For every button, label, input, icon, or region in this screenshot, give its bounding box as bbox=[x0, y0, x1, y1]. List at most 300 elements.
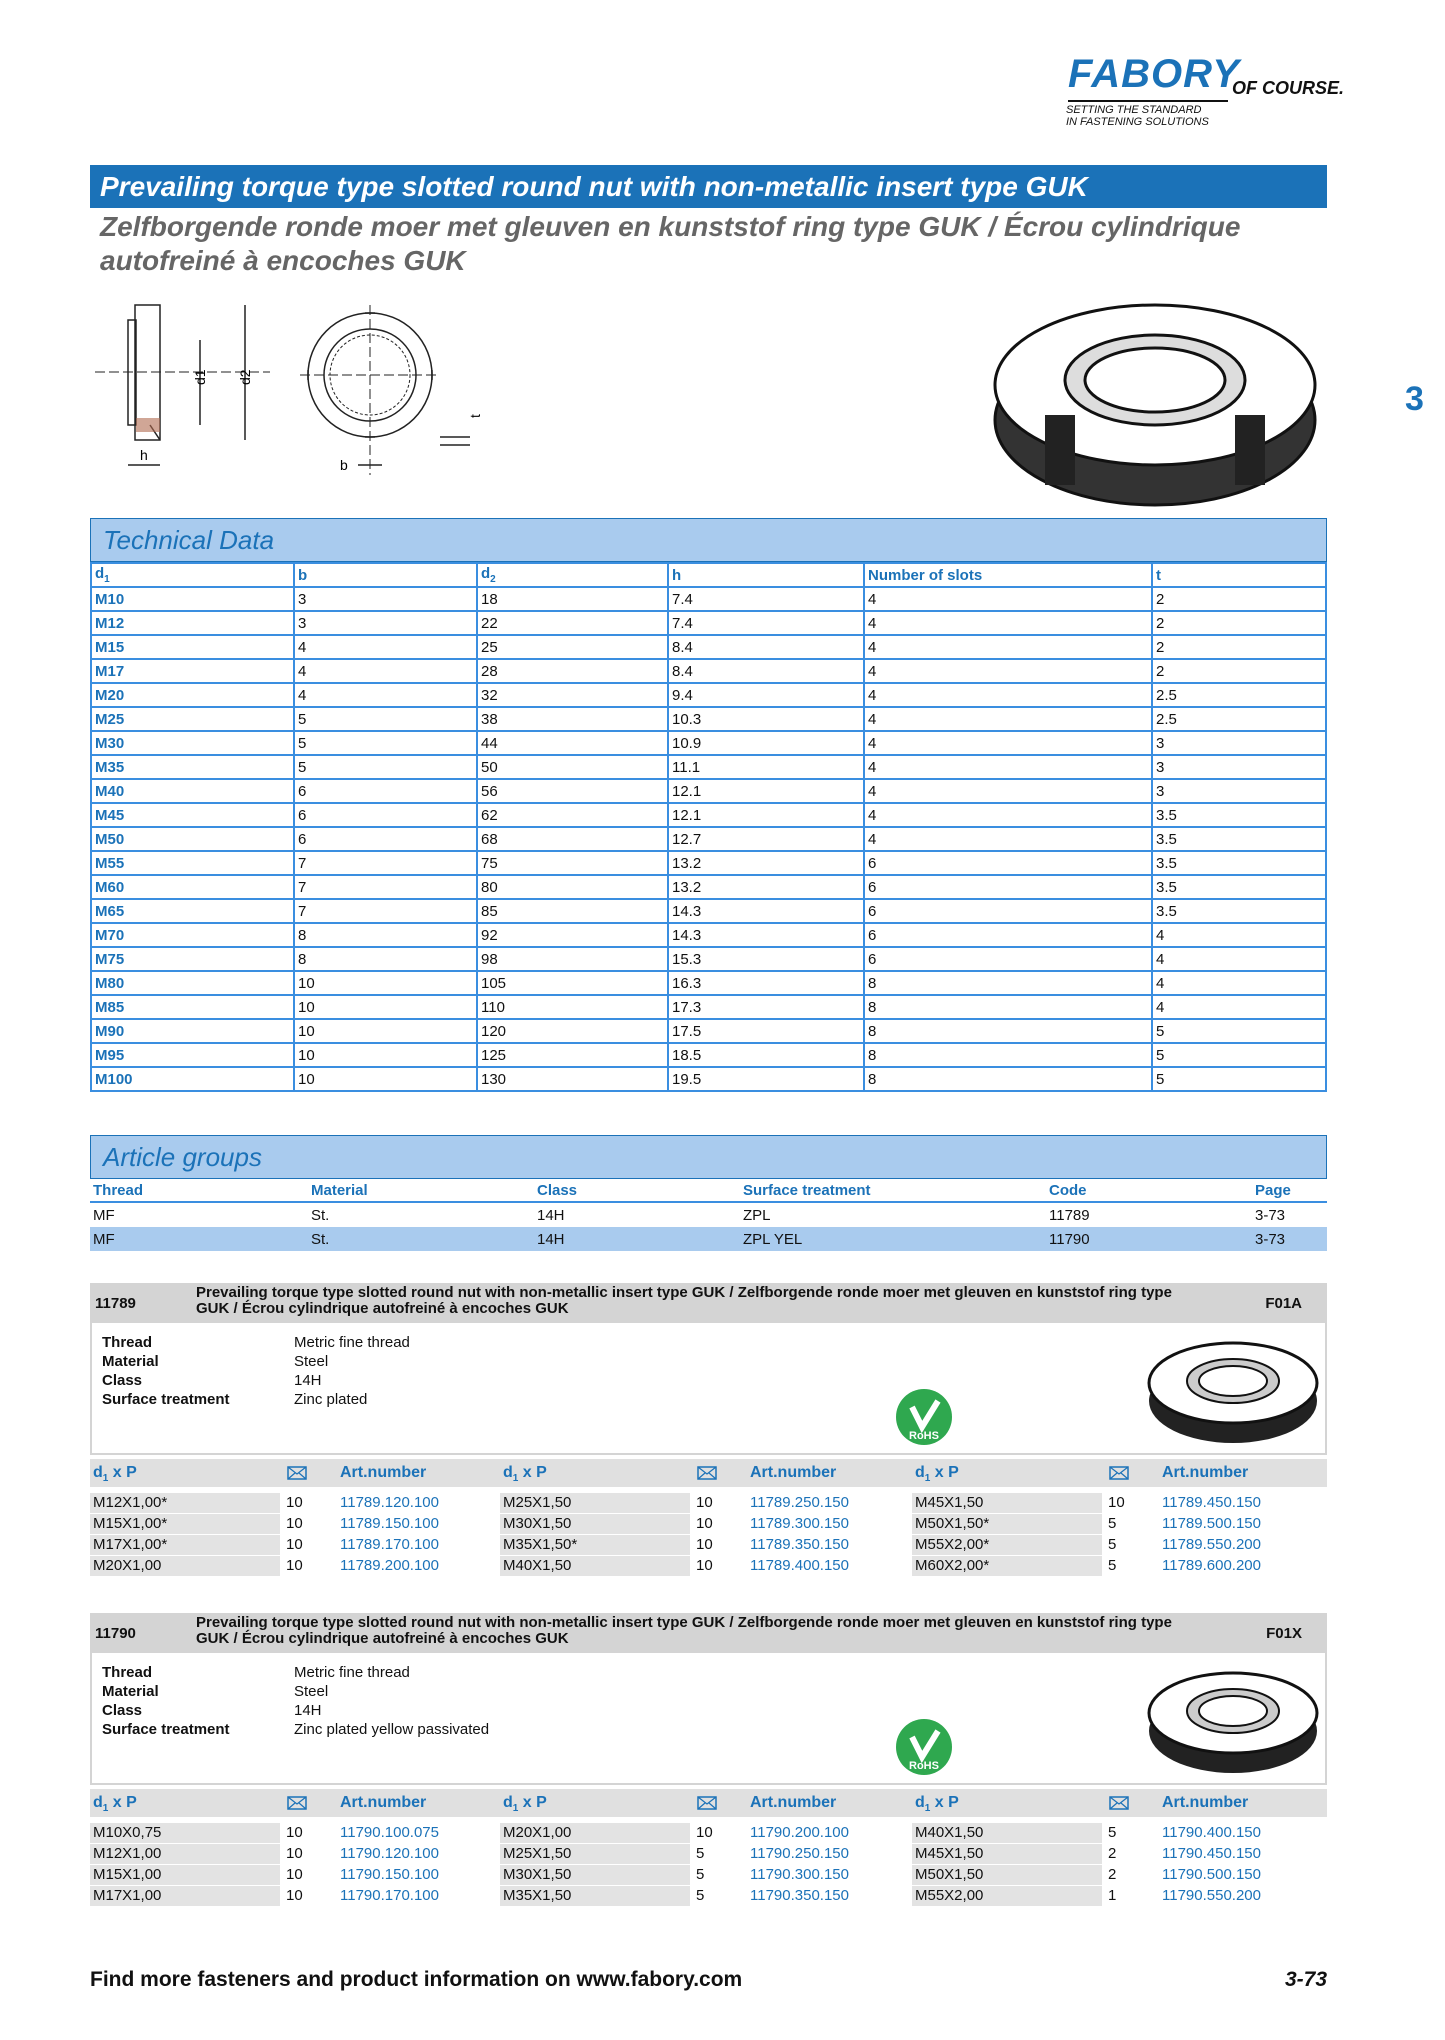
table-cell: 4 bbox=[1152, 947, 1326, 971]
table-cell: 8 bbox=[864, 1043, 1152, 1067]
table-cell: 38 bbox=[477, 707, 668, 731]
table-cell: 22 bbox=[477, 611, 668, 635]
table-cell: 3 bbox=[294, 611, 477, 635]
col-surface: Surface treatment bbox=[740, 1180, 1046, 1202]
article-number-link[interactable]: 11790.170.100 bbox=[340, 1887, 439, 1904]
property-value: Metric fine thread bbox=[294, 1664, 410, 1681]
brand-name: FABORY bbox=[1068, 52, 1240, 96]
property-label: Surface treatment bbox=[102, 1391, 230, 1408]
table-cell: M12 bbox=[91, 611, 294, 635]
table-cell: 4 bbox=[294, 659, 477, 683]
technical-data-title: Technical Data bbox=[103, 525, 275, 555]
table-cell: 75 bbox=[477, 851, 668, 875]
package-quantity: 10 bbox=[286, 1824, 303, 1841]
article-number-link[interactable]: 11789.500.150 bbox=[1162, 1515, 1261, 1532]
rohs-badge-icon bbox=[894, 1387, 954, 1447]
article-number-link[interactable]: 11789.400.150 bbox=[750, 1557, 849, 1574]
col-b: b bbox=[294, 563, 477, 587]
product-grid-header bbox=[90, 1459, 1327, 1487]
table-cell: 12.1 bbox=[668, 779, 864, 803]
table-cell: 28 bbox=[477, 659, 668, 683]
page-title: Prevailing torque type slotted round nut with non-metallic insert type GUK bbox=[100, 171, 1088, 202]
brand-tagline bbox=[1066, 104, 1209, 128]
article-number-link[interactable]: 11790.250.150 bbox=[750, 1845, 849, 1862]
tagline-line-2: IN FASTENING SOLUTIONS bbox=[1066, 116, 1209, 128]
tagline-line-1: SETTING THE STANDARD bbox=[1066, 104, 1202, 116]
table-cell: 10 bbox=[294, 971, 477, 995]
article-number-link[interactable]: 11789.250.150 bbox=[750, 1494, 849, 1511]
article-number-link[interactable]: 11789.120.100 bbox=[340, 1494, 439, 1511]
package-quantity: 10 bbox=[286, 1845, 303, 1862]
nut-thumbnail-image bbox=[1144, 1331, 1322, 1449]
table-cell: 4 bbox=[864, 683, 1152, 707]
table-cell: 6 bbox=[864, 947, 1152, 971]
h-label: h bbox=[140, 447, 148, 463]
table-cell: 4 bbox=[864, 779, 1152, 803]
thread-size: M20X1,00 bbox=[500, 1823, 690, 1843]
d1-label: d1 bbox=[192, 369, 208, 385]
table-row bbox=[91, 611, 1326, 635]
article-code: 11790 bbox=[95, 1625, 136, 1642]
table-cell: 44 bbox=[477, 731, 668, 755]
product-row bbox=[912, 1556, 1312, 1576]
product-row bbox=[500, 1493, 900, 1513]
table-cell: M60 bbox=[91, 875, 294, 899]
property-label: Class bbox=[102, 1702, 143, 1719]
table-cell: 15.3 bbox=[668, 947, 864, 971]
table-row bbox=[91, 1019, 1326, 1043]
article-header bbox=[90, 1283, 1327, 1321]
col-material: Material bbox=[308, 1180, 534, 1202]
table-cell: 5 bbox=[1152, 1067, 1326, 1091]
table-cell: St. bbox=[311, 1206, 330, 1224]
table-cell: 120 bbox=[477, 1019, 668, 1043]
table-cell: 3 bbox=[294, 587, 477, 611]
table-cell: 7.4 bbox=[668, 587, 864, 611]
table-cell: M20 bbox=[91, 683, 294, 707]
table-row bbox=[91, 827, 1326, 851]
table-cell: 4 bbox=[864, 755, 1152, 779]
table-cell: 5 bbox=[294, 707, 477, 731]
table-cell: 8 bbox=[864, 995, 1152, 1019]
thread-size: M35X1,50 bbox=[500, 1886, 690, 1906]
t-label: t bbox=[467, 414, 483, 418]
table-cell: 6 bbox=[294, 827, 477, 851]
table-cell: 13.2 bbox=[668, 875, 864, 899]
package-quantity-icon bbox=[287, 1466, 307, 1480]
table-cell: 2 bbox=[1152, 635, 1326, 659]
table-cell: 4 bbox=[864, 587, 1152, 611]
thread-column-header: $d_1$ x P bbox=[503, 1794, 547, 1815]
package-quantity: 5 bbox=[1108, 1515, 1117, 1532]
table-cell: 3.5 bbox=[1152, 899, 1326, 923]
art-number-column-header: Art.number bbox=[1162, 1794, 1249, 1811]
table-row bbox=[90, 1202, 1327, 1227]
thread-column-header: $d_1$ x P bbox=[93, 1794, 137, 1815]
article-description: Prevailing torque type slotted round nut with non-metallic insert type GUK / Zelfborgende ronde moer met gleuven en kunststof ring type GUK / Écrou cylindrique autofreiné à encoches GUK bbox=[196, 1614, 1172, 1647]
table-row bbox=[91, 707, 1326, 731]
table-cell: 2 bbox=[1152, 659, 1326, 683]
product-row bbox=[500, 1823, 900, 1843]
table-cell: 4 bbox=[864, 827, 1152, 851]
property-value: Zinc plated bbox=[294, 1391, 368, 1408]
table-cell: 14H bbox=[537, 1206, 565, 1224]
table-cell: M35 bbox=[91, 755, 294, 779]
table-cell: 7 bbox=[294, 875, 477, 899]
side-view-drawing bbox=[90, 300, 280, 500]
table-row bbox=[91, 803, 1326, 827]
thread-size: M15X1,00* bbox=[90, 1514, 280, 1534]
logo-underline bbox=[1068, 100, 1228, 102]
table-cell: 11.1 bbox=[668, 755, 864, 779]
table-cell: M45 bbox=[91, 803, 294, 827]
table-cell: 14.3 bbox=[668, 899, 864, 923]
product-row bbox=[90, 1556, 490, 1576]
product-row bbox=[90, 1514, 490, 1534]
table-cell: 85 bbox=[477, 899, 668, 923]
table-row bbox=[91, 779, 1326, 803]
table-row bbox=[91, 635, 1326, 659]
nut-thumbnail-image bbox=[1144, 1661, 1322, 1779]
article-number-link[interactable]: 11789.450.150 bbox=[1162, 1494, 1261, 1511]
product-row bbox=[500, 1886, 900, 1906]
table-cell: 4 bbox=[1152, 923, 1326, 947]
article-details bbox=[90, 1321, 1327, 1455]
thread-size: M50X1,50* bbox=[912, 1514, 1102, 1534]
table-cell: M95 bbox=[91, 1043, 294, 1067]
package-quantity: 5 bbox=[696, 1866, 705, 1883]
article-number-link[interactable]: 11790.400.150 bbox=[1162, 1824, 1261, 1841]
d2-label: d2 bbox=[237, 369, 253, 385]
chapter-number: 3 bbox=[1405, 380, 1424, 418]
product-row bbox=[912, 1823, 1312, 1843]
table-row bbox=[91, 995, 1326, 1019]
table-row bbox=[91, 851, 1326, 875]
table-cell: 2 bbox=[1152, 587, 1326, 611]
package-quantity-icon bbox=[1109, 1466, 1129, 1480]
page-subtitle: Zelfborgende ronde moer met gleuven en kunststof ring type GUK / Écrou cylindrique autofreiné à encoches GUK bbox=[100, 211, 1241, 276]
technical-data-header-row bbox=[91, 563, 1326, 587]
table-cell: 3 bbox=[1152, 731, 1326, 755]
art-number-column-header: Art.number bbox=[340, 1794, 427, 1811]
product-row bbox=[912, 1493, 1312, 1513]
brand-logo bbox=[1060, 52, 1360, 142]
product-row bbox=[912, 1844, 1312, 1864]
thread-size: M17X1,00* bbox=[90, 1535, 280, 1555]
table-row bbox=[91, 1067, 1326, 1091]
article-number-link[interactable]: 11790.550.200 bbox=[1162, 1887, 1261, 1904]
article-number-link[interactable]: 11789.200.100 bbox=[340, 1557, 439, 1574]
table-cell: 8.4 bbox=[668, 635, 864, 659]
table-cell: 10.3 bbox=[668, 707, 864, 731]
table-cell: 8 bbox=[294, 923, 477, 947]
table-cell: 98 bbox=[477, 947, 668, 971]
table-cell: ZPL bbox=[743, 1206, 771, 1224]
table-cell: M17 bbox=[91, 659, 294, 683]
technical-data-table bbox=[90, 562, 1327, 1092]
front-view-drawing bbox=[300, 300, 500, 500]
article-code: 11789 bbox=[95, 1295, 136, 1312]
table-cell: 10 bbox=[294, 1043, 477, 1067]
table-cell: 3.5 bbox=[1152, 875, 1326, 899]
table-cell: St. bbox=[308, 1227, 534, 1251]
col-slots: Number of slots bbox=[864, 563, 1152, 587]
article-number-link[interactable]: 11790.450.150 bbox=[1162, 1845, 1261, 1862]
brand-suffix: OF COURSE. bbox=[1232, 78, 1345, 98]
col-h: h bbox=[668, 563, 864, 587]
package-quantity: 10 bbox=[696, 1536, 713, 1553]
col-page: Page bbox=[1252, 1180, 1327, 1202]
package-quantity: 2 bbox=[1108, 1845, 1117, 1862]
table-cell: 11790 bbox=[1046, 1227, 1252, 1251]
table-cell: 8 bbox=[864, 1019, 1152, 1043]
table-cell: 4 bbox=[294, 635, 477, 659]
thread-size: M17X1,00 bbox=[90, 1886, 280, 1906]
thread-size: M12X1,00 bbox=[90, 1844, 280, 1864]
product-row bbox=[90, 1535, 490, 1555]
table-cell: 2 bbox=[1152, 611, 1326, 635]
table-cell: 6 bbox=[864, 899, 1152, 923]
table-cell: 8.4 bbox=[668, 659, 864, 683]
article-number-link[interactable]: 11789.350.150 bbox=[750, 1536, 849, 1553]
table-cell: M40 bbox=[91, 779, 294, 803]
product-row bbox=[912, 1865, 1312, 1885]
article-number-link[interactable]: 11789.550.200 bbox=[1162, 1536, 1261, 1553]
thread-size: M40X1,50 bbox=[500, 1556, 690, 1576]
article-details bbox=[90, 1651, 1327, 1785]
article-groups-title: Article groups bbox=[103, 1142, 262, 1172]
table-cell: M85 bbox=[91, 995, 294, 1019]
table-cell: 4 bbox=[864, 707, 1152, 731]
table-cell: 8 bbox=[864, 1067, 1152, 1091]
property-value: 14H bbox=[294, 1702, 322, 1719]
table-row bbox=[91, 683, 1326, 707]
table-cell: 4 bbox=[864, 803, 1152, 827]
table-row bbox=[91, 923, 1326, 947]
article-number-link[interactable]: 11789.600.200 bbox=[1162, 1557, 1261, 1574]
technical-data-header bbox=[90, 518, 1327, 562]
product-grid-header bbox=[90, 1789, 1327, 1817]
package-quantity: 10 bbox=[286, 1494, 303, 1511]
table-cell: 5 bbox=[1152, 1043, 1326, 1067]
col-thread: Thread bbox=[90, 1180, 308, 1202]
thread-column-header: $d_1$ x P bbox=[915, 1794, 959, 1815]
table-cell: 14H bbox=[534, 1227, 740, 1251]
package-quantity: 1 bbox=[1108, 1887, 1117, 1904]
thread-size: M30X1,50 bbox=[500, 1865, 690, 1885]
article-number-link[interactable]: 11790.100.075 bbox=[340, 1824, 439, 1841]
table-cell: 13.2 bbox=[668, 851, 864, 875]
table-cell: M100 bbox=[91, 1067, 294, 1091]
property-label: Material bbox=[102, 1353, 159, 1370]
thread-size: M55X2,00 bbox=[912, 1886, 1102, 1906]
thread-size: M12X1,00* bbox=[90, 1493, 280, 1513]
product-row bbox=[912, 1535, 1312, 1555]
table-cell: MF bbox=[93, 1206, 115, 1224]
property-label: Class bbox=[102, 1372, 143, 1389]
thread-column-header: $d_1$ x P bbox=[93, 1464, 137, 1485]
title-bar bbox=[90, 165, 1327, 208]
product-row bbox=[90, 1493, 490, 1513]
article-number-link[interactable]: 11789.300.150 bbox=[750, 1515, 849, 1532]
table-cell: 125 bbox=[477, 1043, 668, 1067]
package-quantity: 10 bbox=[1108, 1494, 1125, 1511]
rohs-label: RoHS bbox=[909, 1760, 939, 1772]
table-cell: 6 bbox=[294, 803, 477, 827]
table-cell: 3 bbox=[1152, 755, 1326, 779]
product-row bbox=[90, 1844, 490, 1864]
thread-size: M45X1,50 bbox=[912, 1493, 1102, 1513]
table-cell: MF bbox=[90, 1227, 308, 1251]
package-quantity: 10 bbox=[696, 1824, 713, 1841]
property-value: Zinc plated yellow passivated bbox=[294, 1721, 490, 1738]
property-label: Material bbox=[102, 1683, 159, 1700]
package-quantity-icon bbox=[697, 1466, 717, 1480]
property-value: Steel bbox=[294, 1353, 329, 1370]
table-cell: 10 bbox=[294, 995, 477, 1019]
article-number-link[interactable]: 11790.150.100 bbox=[340, 1866, 439, 1883]
package-quantity: 2 bbox=[1108, 1866, 1117, 1883]
table-cell: 17.5 bbox=[668, 1019, 864, 1043]
table-cell: 3.5 bbox=[1152, 827, 1326, 851]
col-d2: $d_2$ bbox=[477, 563, 668, 587]
footer-text: Find more fasteners and product information on www.fabory.com bbox=[90, 1968, 743, 1991]
property-value: Metric fine thread bbox=[294, 1334, 410, 1351]
article-number-link[interactable]: 11789.170.100 bbox=[340, 1536, 439, 1553]
table-cell: M70 bbox=[91, 923, 294, 947]
table-cell: 3.5 bbox=[1152, 851, 1326, 875]
product-row bbox=[90, 1865, 490, 1885]
art-number-column-header: Art.number bbox=[1162, 1464, 1249, 1481]
package-quantity: 5 bbox=[1108, 1536, 1117, 1553]
thread-size: M25X1,50 bbox=[500, 1844, 690, 1864]
table-cell: 3.5 bbox=[1152, 803, 1326, 827]
table-cell: M55 bbox=[91, 851, 294, 875]
table-cell: 7 bbox=[294, 899, 477, 923]
table-cell: 9.4 bbox=[668, 683, 864, 707]
package-quantity: 10 bbox=[696, 1557, 713, 1574]
article-number-link[interactable]: 11790.200.100 bbox=[750, 1824, 849, 1841]
property-label: Thread bbox=[102, 1664, 153, 1681]
article-header bbox=[90, 1613, 1327, 1651]
property-label: Thread bbox=[102, 1334, 153, 1351]
table-cell: 12.7 bbox=[668, 827, 864, 851]
table-cell: M65 bbox=[91, 899, 294, 923]
col-d1: $d_1$ bbox=[91, 563, 294, 587]
package-quantity: 5 bbox=[1108, 1824, 1117, 1841]
table-row bbox=[91, 659, 1326, 683]
thread-size: M45X1,50 bbox=[912, 1844, 1102, 1864]
table-cell: 7 bbox=[294, 851, 477, 875]
table-cell: 4 bbox=[864, 611, 1152, 635]
thread-size: M35X1,50* bbox=[500, 1535, 690, 1555]
package-quantity: 10 bbox=[286, 1866, 303, 1883]
table-cell: M80 bbox=[91, 971, 294, 995]
package-quantity: 5 bbox=[696, 1887, 705, 1904]
table-cell: 19.5 bbox=[668, 1067, 864, 1091]
table-row bbox=[91, 1043, 1326, 1067]
table-cell: 92 bbox=[477, 923, 668, 947]
thread-size: M40X1,50 bbox=[912, 1823, 1102, 1843]
rohs-label: RoHS bbox=[909, 1430, 939, 1442]
table-cell: 3-73 bbox=[1252, 1227, 1327, 1251]
table-cell: M10 bbox=[91, 587, 294, 611]
table-cell: 6 bbox=[864, 875, 1152, 899]
table-row bbox=[91, 971, 1326, 995]
table-cell: 3 bbox=[1152, 779, 1326, 803]
thread-size: M50X1,50 bbox=[912, 1865, 1102, 1885]
table-cell: M90 bbox=[91, 1019, 294, 1043]
table-cell: 14.3 bbox=[668, 923, 864, 947]
package-quantity: 10 bbox=[286, 1557, 303, 1574]
thread-size: M10X0,75 bbox=[90, 1823, 280, 1843]
package-quantity: 10 bbox=[286, 1536, 303, 1553]
product-row bbox=[90, 1823, 490, 1843]
property-label: Surface treatment bbox=[102, 1721, 230, 1738]
thread-size: M30X1,50 bbox=[500, 1514, 690, 1534]
table-cell: 4 bbox=[864, 635, 1152, 659]
table-cell: 110 bbox=[477, 995, 668, 1019]
article-version: F01A bbox=[1265, 1295, 1302, 1312]
table-cell: 62 bbox=[477, 803, 668, 827]
nut-3d-illustration bbox=[985, 290, 1325, 520]
table-cell: 5 bbox=[1152, 1019, 1326, 1043]
table-cell: 6 bbox=[864, 851, 1152, 875]
table-cell: 17.3 bbox=[668, 995, 864, 1019]
rohs-badge-icon bbox=[894, 1717, 954, 1777]
article-number-link[interactable]: 11789.150.100 bbox=[340, 1515, 439, 1532]
thread-column-header: $d_1$ x P bbox=[915, 1464, 959, 1485]
table-cell: 32 bbox=[477, 683, 668, 707]
table-row bbox=[91, 587, 1326, 611]
article-number-link[interactable]: 11790.350.150 bbox=[750, 1887, 849, 1904]
package-quantity: 10 bbox=[286, 1887, 303, 1904]
table-cell: 18.5 bbox=[668, 1043, 864, 1067]
table-cell: M25 bbox=[91, 707, 294, 731]
table-cell: 10 bbox=[294, 1019, 477, 1043]
col-t: t bbox=[1152, 563, 1326, 587]
thread-size: M25X1,50 bbox=[500, 1493, 690, 1513]
table-cell: 5 bbox=[294, 755, 477, 779]
article-number-link[interactable]: 11790.120.100 bbox=[340, 1845, 439, 1862]
article-groups-header-row bbox=[90, 1180, 1327, 1202]
table-cell: 10 bbox=[294, 1067, 477, 1091]
table-row bbox=[91, 875, 1326, 899]
table-cell: 7.4 bbox=[668, 611, 864, 635]
article-groups-header bbox=[90, 1135, 1327, 1179]
b-label: b bbox=[340, 457, 348, 473]
package-quantity: 10 bbox=[696, 1515, 713, 1532]
table-row bbox=[91, 755, 1326, 779]
art-number-column-header: Art.number bbox=[340, 1464, 427, 1481]
article-number-link[interactable]: 11790.500.150 bbox=[1162, 1866, 1261, 1883]
table-cell: 105 bbox=[477, 971, 668, 995]
product-row bbox=[500, 1556, 900, 1576]
package-quantity: 5 bbox=[1108, 1557, 1117, 1574]
thread-size: M55X2,00* bbox=[912, 1535, 1102, 1555]
table-row bbox=[91, 899, 1326, 923]
package-quantity: 10 bbox=[286, 1515, 303, 1532]
thread-size: M20X1,00 bbox=[90, 1556, 280, 1576]
thread-column-header: $d_1$ x P bbox=[503, 1464, 547, 1485]
table-cell: 2.5 bbox=[1152, 707, 1326, 731]
package-quantity-icon bbox=[1109, 1796, 1129, 1810]
table-cell: 6 bbox=[864, 923, 1152, 947]
article-description: Prevailing torque type slotted round nut with non-metallic insert type GUK / Zelfborgende ronde moer met gleuven en kunststof ring type GUK / Écrou cylindrique autofreiné à encoches GUK bbox=[196, 1284, 1172, 1317]
table-cell: 25 bbox=[477, 635, 668, 659]
article-number-link[interactable]: 11790.300.150 bbox=[750, 1866, 849, 1883]
package-quantity-icon bbox=[697, 1796, 717, 1810]
